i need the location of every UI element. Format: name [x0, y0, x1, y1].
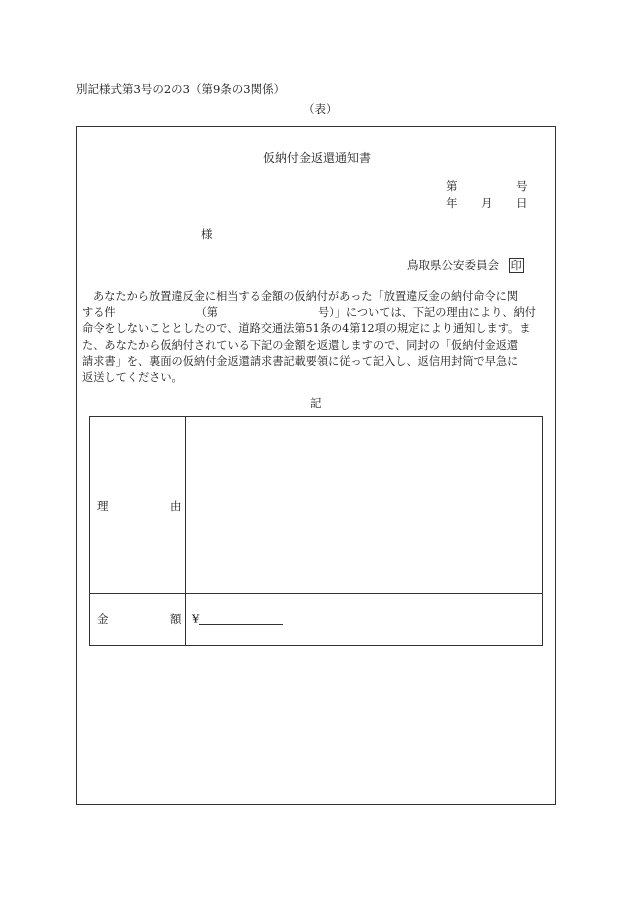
addressee-suffix: 様: [201, 227, 213, 241]
body-line-2: [82, 305, 548, 321]
amount-field: [192, 612, 283, 625]
number-suffix: 号: [516, 179, 528, 193]
date-year: 年: [446, 196, 458, 210]
notice-body: [82, 289, 548, 386]
amount-value-cell[interactable]: [186, 594, 543, 646]
amount-label-cell: [90, 594, 186, 646]
body-line-1: あなたから放置違反金に相当する金額の仮納付があった「放置違反金の納付命令に関: [93, 290, 519, 303]
body-line-6: 返送してください。: [82, 371, 183, 385]
date-month: 月: [481, 196, 493, 210]
form-reference: 別記様式第3号の2の3（第9条の3関係）: [76, 82, 286, 96]
document-title: 仮納付金返還通知書: [263, 151, 372, 165]
amount-underline: [199, 612, 283, 625]
issuer: [407, 258, 524, 273]
reason-label-2: 由: [170, 499, 182, 513]
amount-label-1: 金: [97, 612, 109, 626]
body-line-3: 命令をしないこととしたので、道路交通法第51条の4第12項の規定により通知します。ま: [82, 322, 531, 336]
yen-sign: ¥: [192, 611, 200, 626]
ki-heading: 記: [310, 396, 322, 410]
number-prefix: 第: [446, 179, 458, 193]
reason-label-1: 理: [97, 499, 109, 513]
body-line-2b: （第: [195, 306, 218, 320]
body-line-2a: する件: [82, 306, 116, 320]
seal-mark: 印: [510, 259, 522, 272]
amount-label-2: 額: [170, 612, 182, 626]
date-day: 日: [516, 196, 528, 210]
reason-label-cell: [90, 417, 186, 594]
side-label: （表）: [303, 102, 338, 116]
reason-value-cell[interactable]: [186, 417, 543, 594]
issuer-name: 鳥取県公安委員会: [407, 258, 499, 272]
record-table: [89, 416, 543, 646]
body-line-5: 請求書」を、裏面の仮納付金返還請求書記載要領に従って記入し、返信用封筒で早急に: [82, 354, 519, 368]
body-line-4: た、あなたから仮納付されている下記の金額を返還しますので、同封の「仮納付金返還: [82, 338, 519, 352]
body-line-2c: 号）」については、下記の理由により、納付: [317, 306, 536, 320]
